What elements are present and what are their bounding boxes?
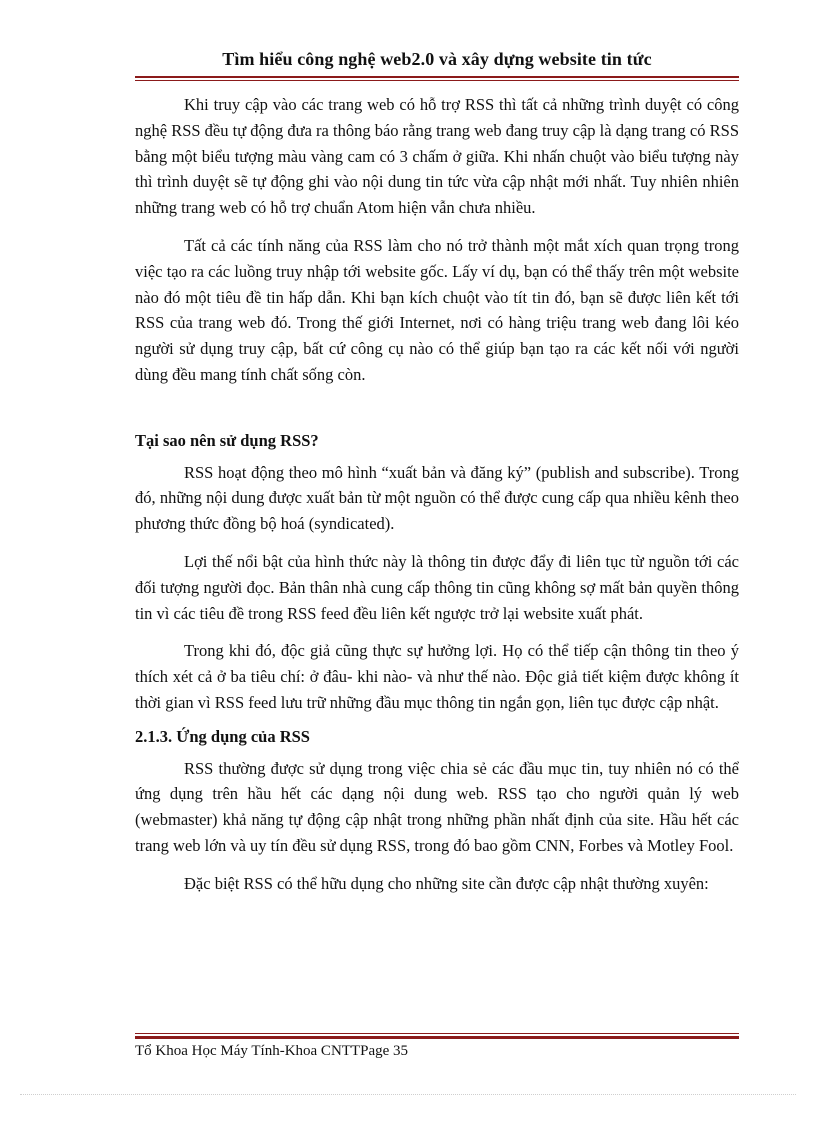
page-boundary-dotted	[20, 1094, 796, 1095]
footer-rule	[135, 1036, 739, 1039]
page-footer: Tổ Khoa Học Máy Tính-Khoa CNTTPage 35	[135, 1043, 409, 1059]
paragraph: Tất cả các tính năng của RSS làm cho nó trở thành một mắt xích quan trọng trong việc tạo ra các luồng truy nhập tới website gốc. Lấy ví dụ, bạn có thể thấy trên một website nào đó một tiêu đề tin hấp dẫn. Khi bạn kích chuột vào tít tin đó, bạn sẽ được liên kết tới RSS của trang web đó. Trong thế giới Internet, nơi có hàng triệu trang web đang lôi kéo người sử dụng truy cập, bất cứ công cụ nào có thể giúp bạn tạo ra các kết nối với người dùng đều mang tính chất sống còn.	[135, 235, 739, 384]
page-header-title: Tìm hiểu công nghệ web2.0 và xây dựng website tin tức	[222, 49, 652, 69]
paragraph: RSS hoạt động theo mô hình “xuất bản và đăng ký” (publish and subscribe). Trong đó, những nội dung được xuất bản từ một nguồn có thể được cung cấp qua nhiều kênh theo phương thức đồng bộ hoá (syndicated).	[135, 462, 739, 534]
paragraph: Trong khi đó, độc giả cũng thực sự hưởng lợi. Họ có thể tiếp cận thông tin theo ý thích xét cả ở ba tiêu chí: ở đâu- khi nào- và như thế nào. Độc giả tiết kiệm được không ít thời gian vì RSS feed lưu trữ những đầu mục thông tin ngắn gọn, liên tục được cập nhật.	[135, 641, 739, 712]
section-heading-rss-applications: 2.1.3. Ứng dụng của RSS	[135, 726, 310, 746]
paragraph: Đặc biệt RSS có thể hữu dụng cho những site cần được cập nhật thường xuyên:	[184, 873, 709, 893]
paragraph: Lợi thế nổi bật của hình thức này là thông tin được đẩy đi liên tục từ nguồn tới các đối tượng người đọc. Bản thân nhà cung cấp thông tin cũng không sợ mất bản quyền thông tin vì các tiêu đề trong RSS feed đều liên kết ngược trở lại website xuất phát.	[135, 551, 739, 623]
header-rule	[135, 76, 739, 78]
paragraph: RSS thường được sử dụng trong việc chia sẻ các đầu mục tin, tuy nhiên nó có thể ứng dụng trên hầu hết các dạng nội dung web. RSS tạo cho người quản lý web (webmaster) khả năng tự động cập nhật trong những phần nhất định của site. Hầu hết các trang web lớn và uy tín đều sử dụng RSS, trong đó bao gồm CNN, Forbes và Motley Fool.	[135, 758, 739, 855]
header-rule-thin	[135, 80, 739, 81]
section-heading-why-rss: Tại sao nên sử dụng RSS?	[135, 430, 319, 450]
document-body	[135, 92, 739, 897]
footer-rule-thin	[135, 1033, 739, 1034]
paragraph: Khi truy cập vào các trang web có hỗ trợ RSS thì tất cả những trình duyệt có công nghệ RSS đều tự động đưa ra thông báo rằng trang web đang truy cập là dạng trang có RSS bằng một biểu tượng màu vàng cam có 3 chấm ở giữa. Khi nhấn chuột vào biểu tượng này thì trình duyệt sẽ tự động ghi vào nội dung tin tức vừa cập nhật mới nhất. Tuy nhiên nhiên những trang web có hỗ trợ chuẩn Atom hiện vẫn chưa nhiều.	[135, 95, 739, 218]
